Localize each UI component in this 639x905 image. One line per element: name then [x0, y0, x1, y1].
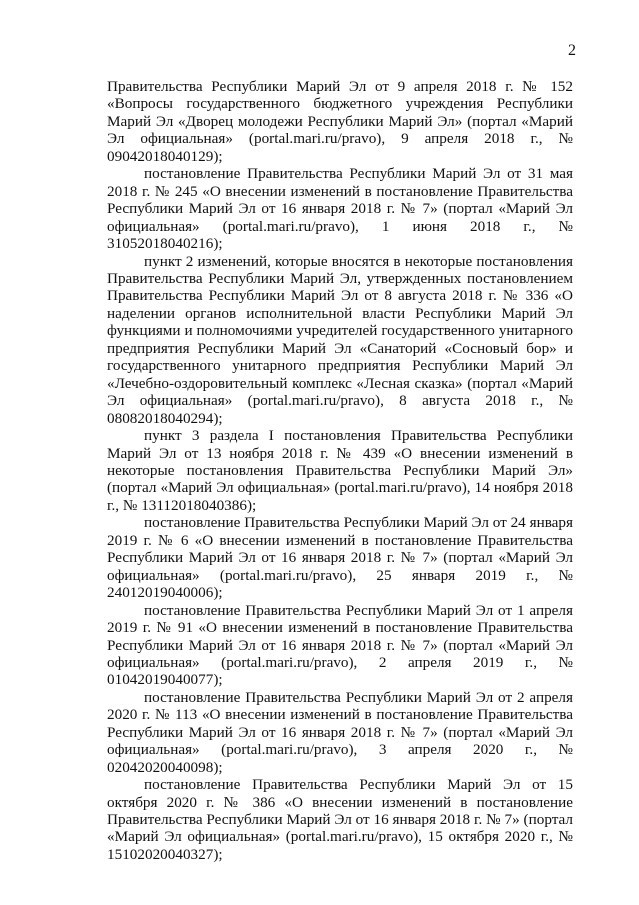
document-body: [107, 78, 573, 863]
paragraph: постановление Правительства Республики Марий Эл от 2 апреля 2020 г. № 113 «О внесении изменений в постановление Правительства Республики Марий Эл от 16 января 2018 г. № 7» (портал «Марий Эл официальная» (portal.mari.ru/pravo), 3 апреля 2020 г., № 02042020040098);: [107, 688, 573, 776]
paragraph: пункт 2 изменений, которые вносятся в некоторые постановления Правительства Республики Марий Эл, утвержденных постановлением Правительства Республики Марий Эл от 8 августа 2018 г. № 336 «О наделении органов исполнительной власти Республики Марий Эл функциями и полномочиями учредителей государственного унитарного предприятия Республики Марий Эл «Санаторий «Сосновый бор» и государственного унитарного предприятия Республики Марий Эл «Лечебно-оздоровительный комплекс «Лесная сказка» (портал «Марий Эл официальная» (portal.mari.ru/pravo), 8 августа 2018 г., № 08082018040294);: [107, 252, 573, 427]
paragraph-continuation: Правительства Республики Марий Эл от 9 апреля 2018 г. № 152 «Вопросы государственного бюджетного учреждения Республики Марий Эл «Дворец молодежи Республики Марий Эл» (портал «Марий Эл официальная» (portal.mari.ru/pravo), 9 апреля 2018 г., № 09042018040129);: [107, 78, 573, 165]
paragraph: пункт 3 раздела I постановления Правительства Республики Марий Эл от 13 ноября 2018 г. № 439 «О внесении изменений в некоторые постановления Правительства Республики Марий Эл» (портал «Марий Эл официальная» (portal.mari.ru/pravo), 14 ноября 2018 г., № 13112018040386);: [107, 427, 573, 514]
paragraph: постановление Правительства Республики Марий Эл от 24 января 2019 г. № 6 «О внесении изменений в постановление Правительства Республики Марий Эл от 16 января 2018 г. № 7» (портал «Марий Эл официальная» (portal.mari.ru/pravo), 25 января 2019 г., № 24012019040006);: [107, 514, 573, 602]
paragraph: постановление Правительства Республики Марий Эл от 15 октября 2020 г. № 386 «О внесении изменений в постановление Правительства Республики Марий Эл от 16 января 2018 г. № 7» (портал «Марий Эл официальная» (portal.mari.ru/pravo), 15 октября 2020 г., № 15102020040327);: [107, 776, 573, 863]
paragraph: постановление Правительства Республики Марий Эл от 31 мая 2018 г. № 245 «О внесении изменений в постановление Правительства Республики Марий Эл от 16 января 2018 г. № 7» (портал «Марий Эл официальная» (portal.mari.ru/pravo), 1 июня 2018 г., № 31052018040216);: [107, 165, 573, 253]
page-number: 2: [568, 42, 576, 59]
paragraph: постановление Правительства Республики Марий Эл от 1 апреля 2019 г. № 91 «О внесении изменений в постановление Правительства Республики Марий Эл от 16 января 2018 г. № 7» (портал «Марий Эл официальная» (portal.mari.ru/pravo), 2 апреля 2019 г., № 01042019040077);: [107, 601, 573, 689]
